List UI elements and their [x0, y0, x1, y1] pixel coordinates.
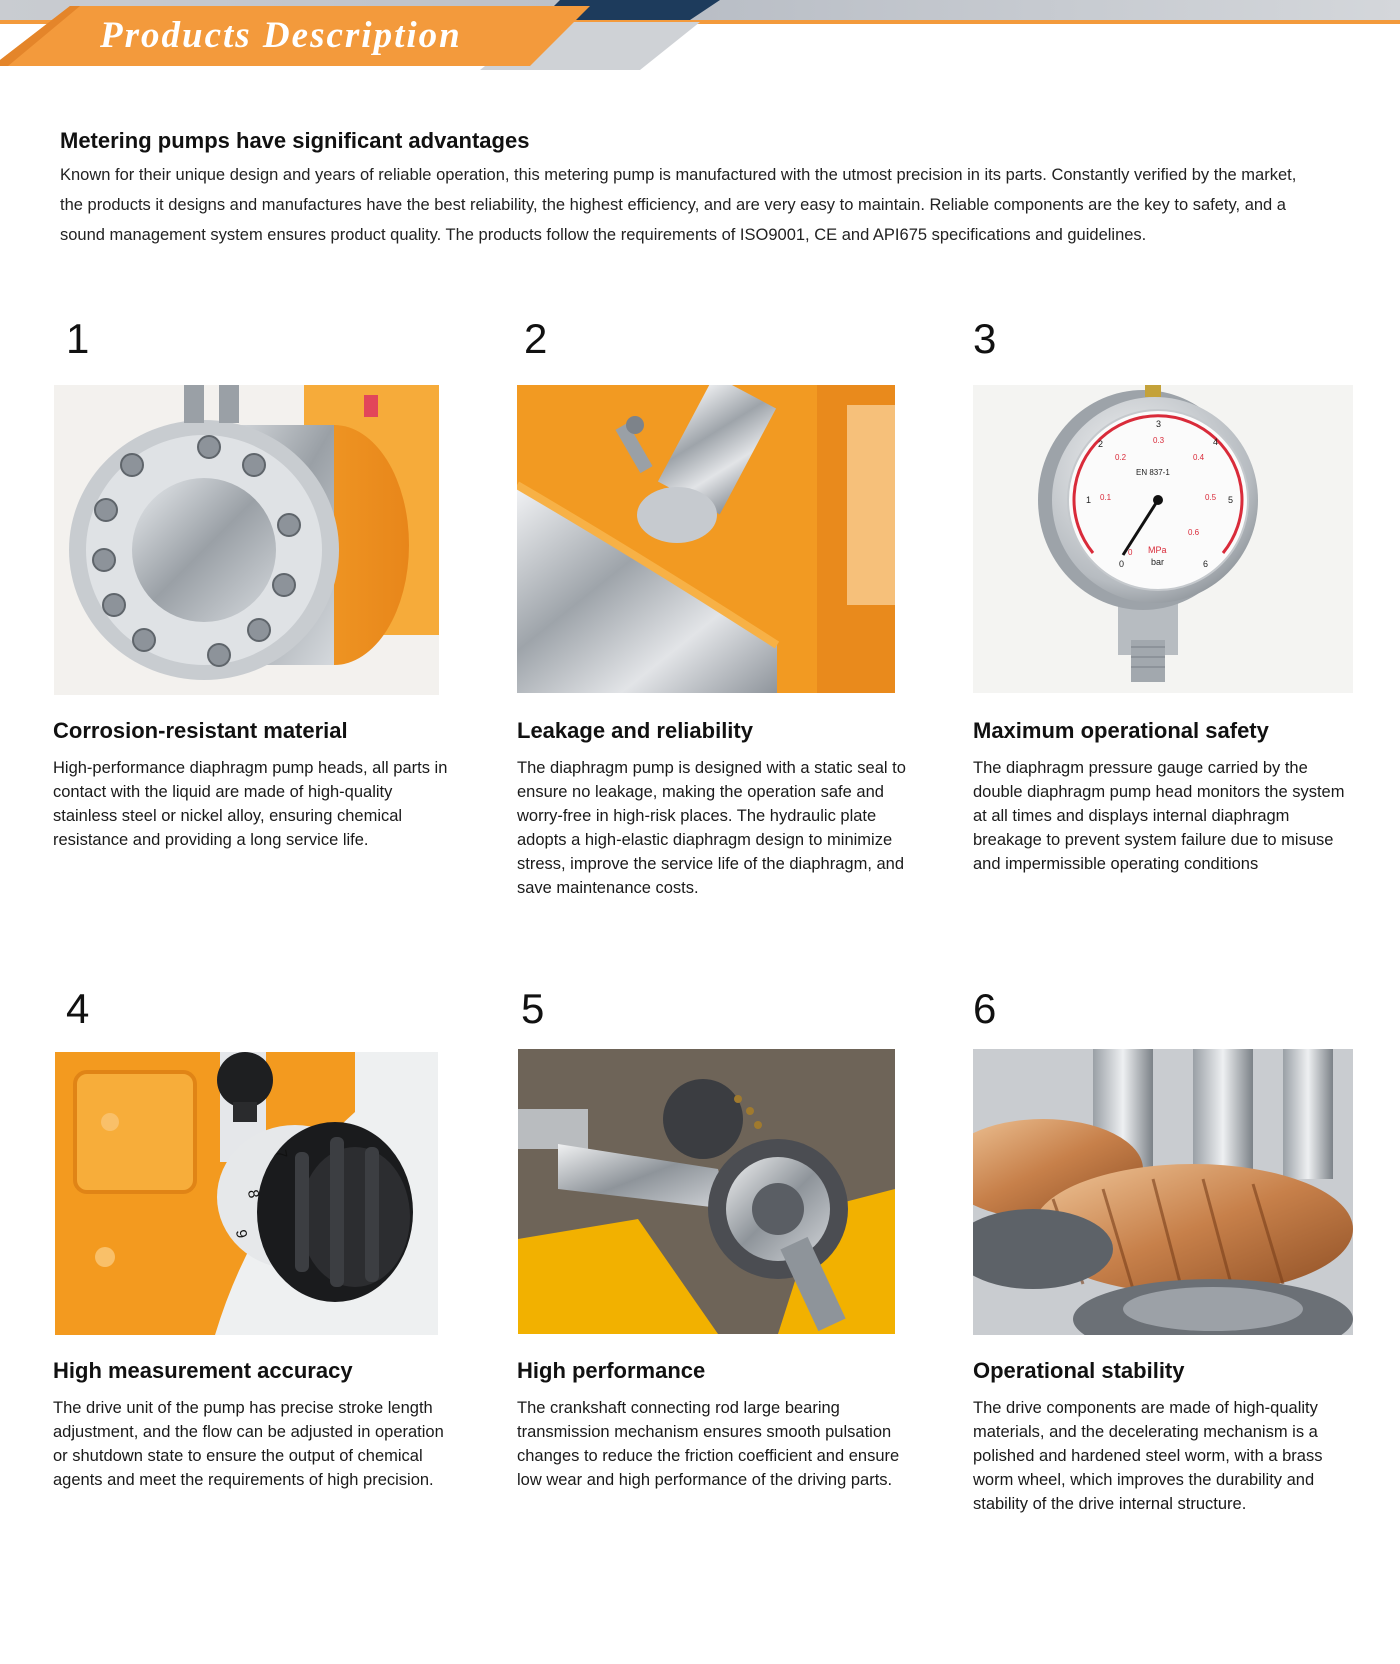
gauge-bar-3: 3 — [1156, 419, 1162, 429]
feature-body: The crankshaft connecting rod large bearing transmission mechanism ensures smooth pulsation changes to reduce the friction coefficient and ensure low wear and high performance of the driving parts. — [517, 1399, 900, 1489]
feature-body: The diaphragm pressure gauge carried by the double diaphragm pump head monitors the system at all times and displays internal diaphragm breakage to prevent system failure due to misuse and impermissible operating conditions — [973, 759, 1345, 873]
intro-body: Known for their unique design and years of reliable operation, this metering pump is manufactured with the utmost precision in its parts. Constantly verified by the market, the products it designs and manufactures have the best reliability, the highest efficiency, and are very easy to maintain. Reliable components are the key to safety, and a sound management system ensures product quality. The products follow the requirements of ISO9001, CE and API675 specifications and guidelines. — [60, 166, 1297, 244]
banner-title: Products Description — [100, 15, 462, 56]
gauge-mpa-3: 0.3 — [1153, 436, 1165, 445]
pump-head-photo — [54, 385, 439, 695]
gauge-bar-5: 5 — [1228, 495, 1234, 505]
feature-number: 4 — [66, 985, 90, 1032]
feature-body: High-performance diaphragm pump heads, all parts in contact with the liquid are made of high-quality stainless steel or nickel alloy, ensuring chemical resistance and providing a long service life. — [53, 759, 448, 849]
feature-number: 2 — [524, 315, 548, 362]
gauge-mpa-4: 0.4 — [1193, 453, 1205, 462]
feature-number: 5 — [521, 985, 545, 1032]
dial-mark-7: 7 — [271, 1148, 291, 1160]
gauge-mpa-0: 0 — [1128, 548, 1133, 557]
diaphragm-seal-photo — [517, 385, 895, 693]
pressure-gauge-photo — [973, 385, 1353, 693]
feature-number: 6 — [973, 985, 997, 1032]
gauge-mpa-2: 0.2 — [1115, 453, 1127, 462]
gauge-bar-1: 1 — [1086, 495, 1092, 505]
feature-title: Leakage and reliability — [517, 718, 753, 743]
header-banner — [0, 0, 1400, 72]
intro-heading: Metering pumps have significant advantages — [60, 128, 530, 153]
feature-card-5 — [517, 985, 937, 1489]
gauge-mpa-6: 0.6 — [1188, 528, 1200, 537]
gauge-bar-4: 4 — [1213, 437, 1219, 447]
worm-gear-photo — [973, 1049, 1353, 1335]
feature-title: Maximum operational safety — [973, 718, 1269, 743]
feature-title: High performance — [517, 1358, 706, 1383]
feature-card-6 — [973, 985, 1393, 1513]
feature-title: Corrosion-resistant material — [53, 718, 348, 743]
gauge-unit-mpa: MPa — [1148, 545, 1167, 555]
gauge-standard: EN 837-1 — [1136, 468, 1170, 477]
gauge-mpa-5: 0.5 — [1205, 493, 1217, 502]
feature-card-2 — [517, 315, 937, 897]
gauge-bar-6: 6 — [1203, 559, 1209, 569]
crankshaft-photo — [518, 1049, 895, 1334]
feature-body: The drive unit of the pump has precise stroke length adjustment, and the flow can be adjusted in operation or shutdown state to ensure the output of chemical agents and meet the requirements of high precision. — [53, 1399, 444, 1489]
gauge-mpa-1: 0.1 — [1100, 493, 1112, 502]
feature-card-4 — [53, 985, 473, 1489]
feature-number: 3 — [973, 315, 997, 362]
gauge-bar-2: 2 — [1098, 439, 1104, 449]
gauge-unit-bar: bar — [1151, 557, 1165, 567]
feature-body: The diaphragm pump is designed with a static seal to ensure no leakage, making the operation safe and worry-free in high-risk places. The hydraulic plate adopts a high-elastic diaphragm design to minimize stress, improve the service life of the diaphragm, and save maintenance costs. — [517, 759, 906, 897]
feature-title: High measurement accuracy — [53, 1358, 353, 1383]
gauge-bar-0: 0 — [1119, 559, 1125, 569]
dial-mark-9: 9 — [231, 1228, 251, 1240]
feature-title: Operational stability — [973, 1358, 1185, 1383]
stroke-adjust-knob-photo — [55, 1052, 438, 1335]
feature-body: The drive components are made of high-quality materials, and the decelerating mechanism is a polished and hardened steel worm, with a brass worm wheel, which improves the durability and stability of the drive internal structure. — [973, 1399, 1323, 1513]
feature-number: 1 — [66, 315, 90, 362]
feature-card-3 — [973, 315, 1393, 873]
intro-section — [60, 128, 1310, 250]
feature-card-1 — [53, 315, 473, 849]
dial-mark-8: 8 — [243, 1188, 263, 1200]
